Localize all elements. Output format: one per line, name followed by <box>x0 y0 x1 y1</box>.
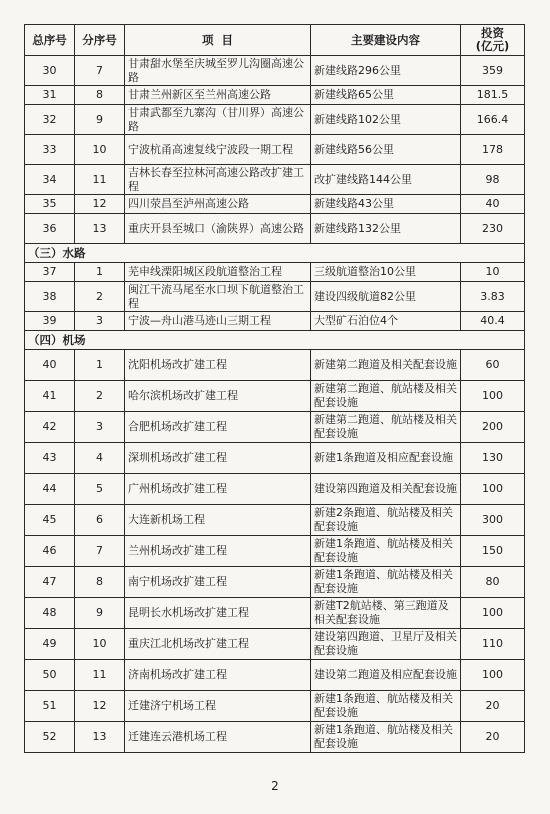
table-row <box>25 56 525 86</box>
cell-content: 新建第二跑道、航站楼及相关配套设施 <box>311 412 461 443</box>
cell-total-no: 52 <box>25 722 75 753</box>
cell-total-no: 38 <box>25 282 75 312</box>
table-row <box>25 443 525 474</box>
cell-sub-no: 10 <box>75 135 125 165</box>
cell-sub-no: 8 <box>75 86 125 105</box>
cell-content: 新建线路296公里 <box>311 56 461 86</box>
cell-sub-no: 1 <box>75 350 125 381</box>
cell-sub-no: 8 <box>75 567 125 598</box>
cell-item: 迁建济宁机场工程 <box>125 691 311 722</box>
cell-invest: 40.4 <box>461 312 525 331</box>
table-row <box>25 381 525 412</box>
cell-item: 迁建连云港机场工程 <box>125 722 311 753</box>
cell-total-no: 40 <box>25 350 75 381</box>
table-row <box>25 312 525 331</box>
section-label: （三）水路 <box>25 244 525 263</box>
cell-invest: 100 <box>461 598 525 629</box>
table-row <box>25 598 525 629</box>
cell-item: 广州机场改扩建工程 <box>125 474 311 505</box>
table-row <box>25 567 525 598</box>
cell-content: 建设第四跑道、卫星厅及相关配套设施 <box>311 629 461 660</box>
table-row <box>25 105 525 135</box>
cell-invest: 20 <box>461 691 525 722</box>
header-invest: 投资 (亿元) <box>461 25 525 56</box>
cell-invest: 230 <box>461 214 525 244</box>
table-row <box>25 282 525 312</box>
cell-total-no: 35 <box>25 195 75 214</box>
cell-content: 新建1条跑道、航站楼及相关配套设施 <box>311 536 461 567</box>
cell-sub-no: 9 <box>75 105 125 135</box>
cell-invest: 40 <box>461 195 525 214</box>
cell-total-no: 47 <box>25 567 75 598</box>
table-row <box>25 660 525 691</box>
cell-item: 深圳机场改扩建工程 <box>125 443 311 474</box>
cell-content: 建设第四跑道及相关配套设施 <box>311 474 461 505</box>
cell-invest: 60 <box>461 350 525 381</box>
cell-invest: 100 <box>461 474 525 505</box>
cell-item: 吉林长春至拉林河高速公路改扩建工程 <box>125 165 311 195</box>
cell-sub-no: 10 <box>75 629 125 660</box>
cell-invest: 100 <box>461 660 525 691</box>
cell-sub-no: 1 <box>75 263 125 282</box>
cell-content: 新建线路56公里 <box>311 135 461 165</box>
cell-item: 南宁机场改扩建工程 <box>125 567 311 598</box>
cell-content: 新建T2航站楼、第三跑道及相关配套设施 <box>311 598 461 629</box>
cell-item: 沈阳机场改扩建工程 <box>125 350 311 381</box>
cell-item: 宁波杭甬高速复线宁波段一期工程 <box>125 135 311 165</box>
cell-item: 四川荥昌至泸州高速公路 <box>125 195 311 214</box>
table-row <box>25 536 525 567</box>
section-label: （四）机场 <box>25 331 525 350</box>
cell-content: 新建线路43公里 <box>311 195 461 214</box>
cell-content: 建设第二跑道及相应配套设施 <box>311 660 461 691</box>
table-row <box>25 722 525 753</box>
document-page <box>24 24 524 753</box>
cell-sub-no: 3 <box>75 312 125 331</box>
table-row <box>25 350 525 381</box>
cell-item: 甘肃甜水堡至庆城至罗儿沟圈高速公路 <box>125 56 311 86</box>
cell-total-no: 50 <box>25 660 75 691</box>
cell-sub-no: 7 <box>75 536 125 567</box>
cell-content: 新建1条跑道、航站楼及相关配套设施 <box>311 691 461 722</box>
cell-invest: 300 <box>461 505 525 536</box>
cell-invest: 181.5 <box>461 86 525 105</box>
cell-item: 闽江干流马尾至水口坝下航道整治工程 <box>125 282 311 312</box>
cell-content: 新建第二跑道、航站楼及相关配套设施 <box>311 381 461 412</box>
cell-content: 建设四级航道82公里 <box>311 282 461 312</box>
table-row <box>25 214 525 244</box>
cell-item: 重庆江北机场改扩建工程 <box>125 629 311 660</box>
table-row <box>25 474 525 505</box>
cell-item: 济南机场改扩建工程 <box>125 660 311 691</box>
cell-invest: 150 <box>461 536 525 567</box>
cell-invest: 200 <box>461 412 525 443</box>
cell-total-no: 39 <box>25 312 75 331</box>
table-row <box>25 691 525 722</box>
cell-invest: 98 <box>461 165 525 195</box>
cell-item: 大连新机场工程 <box>125 505 311 536</box>
table-body <box>25 56 525 753</box>
cell-total-no: 31 <box>25 86 75 105</box>
cell-invest: 3.83 <box>461 282 525 312</box>
section-row <box>25 331 525 350</box>
cell-sub-no: 9 <box>75 598 125 629</box>
table-row <box>25 263 525 282</box>
cell-total-no: 51 <box>25 691 75 722</box>
cell-total-no: 36 <box>25 214 75 244</box>
cell-sub-no: 3 <box>75 412 125 443</box>
cell-item: 昆明长水机场改扩建工程 <box>125 598 311 629</box>
cell-content: 改扩建线路144公里 <box>311 165 461 195</box>
cell-total-no: 42 <box>25 412 75 443</box>
cell-total-no: 37 <box>25 263 75 282</box>
table-row <box>25 629 525 660</box>
cell-invest: 359 <box>461 56 525 86</box>
cell-sub-no: 13 <box>75 214 125 244</box>
cell-total-no: 34 <box>25 165 75 195</box>
cell-item: 芜申线溧阳城区段航道整治工程 <box>125 263 311 282</box>
cell-total-no: 44 <box>25 474 75 505</box>
cell-item: 兰州机场改扩建工程 <box>125 536 311 567</box>
project-table <box>24 24 525 753</box>
header-sub-no: 分序号 <box>75 25 125 56</box>
cell-invest: 130 <box>461 443 525 474</box>
cell-total-no: 32 <box>25 105 75 135</box>
cell-total-no: 46 <box>25 536 75 567</box>
table-row <box>25 165 525 195</box>
cell-content: 新建1条跑道及相应配套设施 <box>311 443 461 474</box>
cell-total-no: 45 <box>25 505 75 536</box>
cell-sub-no: 12 <box>75 691 125 722</box>
cell-item: 重庆开县至城口（渝陕界）高速公路 <box>125 214 311 244</box>
header-content: 主要建设内容 <box>311 25 461 56</box>
cell-invest: 10 <box>461 263 525 282</box>
section-row <box>25 244 525 263</box>
cell-sub-no: 4 <box>75 443 125 474</box>
cell-content: 新建线路102公里 <box>311 105 461 135</box>
cell-invest: 166.4 <box>461 105 525 135</box>
cell-sub-no: 2 <box>75 381 125 412</box>
table-row <box>25 412 525 443</box>
cell-sub-no: 5 <box>75 474 125 505</box>
cell-content: 新建1条跑道、航站楼及相关配套设施 <box>311 567 461 598</box>
header-item: 项 目 <box>125 25 311 56</box>
cell-sub-no: 13 <box>75 722 125 753</box>
table-row <box>25 135 525 165</box>
cell-sub-no: 2 <box>75 282 125 312</box>
table-row <box>25 195 525 214</box>
cell-invest: 110 <box>461 629 525 660</box>
cell-invest: 100 <box>461 381 525 412</box>
cell-sub-no: 7 <box>75 56 125 86</box>
cell-content: 新建线路65公里 <box>311 86 461 105</box>
cell-invest: 20 <box>461 722 525 753</box>
cell-total-no: 48 <box>25 598 75 629</box>
cell-total-no: 41 <box>25 381 75 412</box>
cell-item: 合肥机场改扩建工程 <box>125 412 311 443</box>
table-row <box>25 86 525 105</box>
table-header-row <box>25 25 525 56</box>
cell-item: 甘肃兰州新区至兰州高速公路 <box>125 86 311 105</box>
cell-sub-no: 11 <box>75 165 125 195</box>
cell-total-no: 43 <box>25 443 75 474</box>
cell-content: 大型矿石泊位4个 <box>311 312 461 331</box>
cell-total-no: 49 <box>25 629 75 660</box>
header-total-no: 总序号 <box>25 25 75 56</box>
cell-item: 哈尔滨机场改扩建工程 <box>125 381 311 412</box>
cell-content: 新建2条跑道、航站楼及相关配套设施 <box>311 505 461 536</box>
cell-invest: 178 <box>461 135 525 165</box>
cell-total-no: 33 <box>25 135 75 165</box>
cell-item: 宁波—舟山港马迹山三期工程 <box>125 312 311 331</box>
cell-sub-no: 11 <box>75 660 125 691</box>
cell-sub-no: 6 <box>75 505 125 536</box>
cell-content: 新建线路132公里 <box>311 214 461 244</box>
page-number: 2 <box>271 779 279 793</box>
cell-total-no: 30 <box>25 56 75 86</box>
cell-sub-no: 12 <box>75 195 125 214</box>
table-row <box>25 505 525 536</box>
cell-content: 新建1条跑道、航站楼及相关配套设施 <box>311 722 461 753</box>
cell-invest: 80 <box>461 567 525 598</box>
cell-content: 新建第二跑道及相关配套设施 <box>311 350 461 381</box>
cell-item: 甘肃武都至九寨沟（甘川界）高速公路 <box>125 105 311 135</box>
cell-content: 三级航道整治10公里 <box>311 263 461 282</box>
